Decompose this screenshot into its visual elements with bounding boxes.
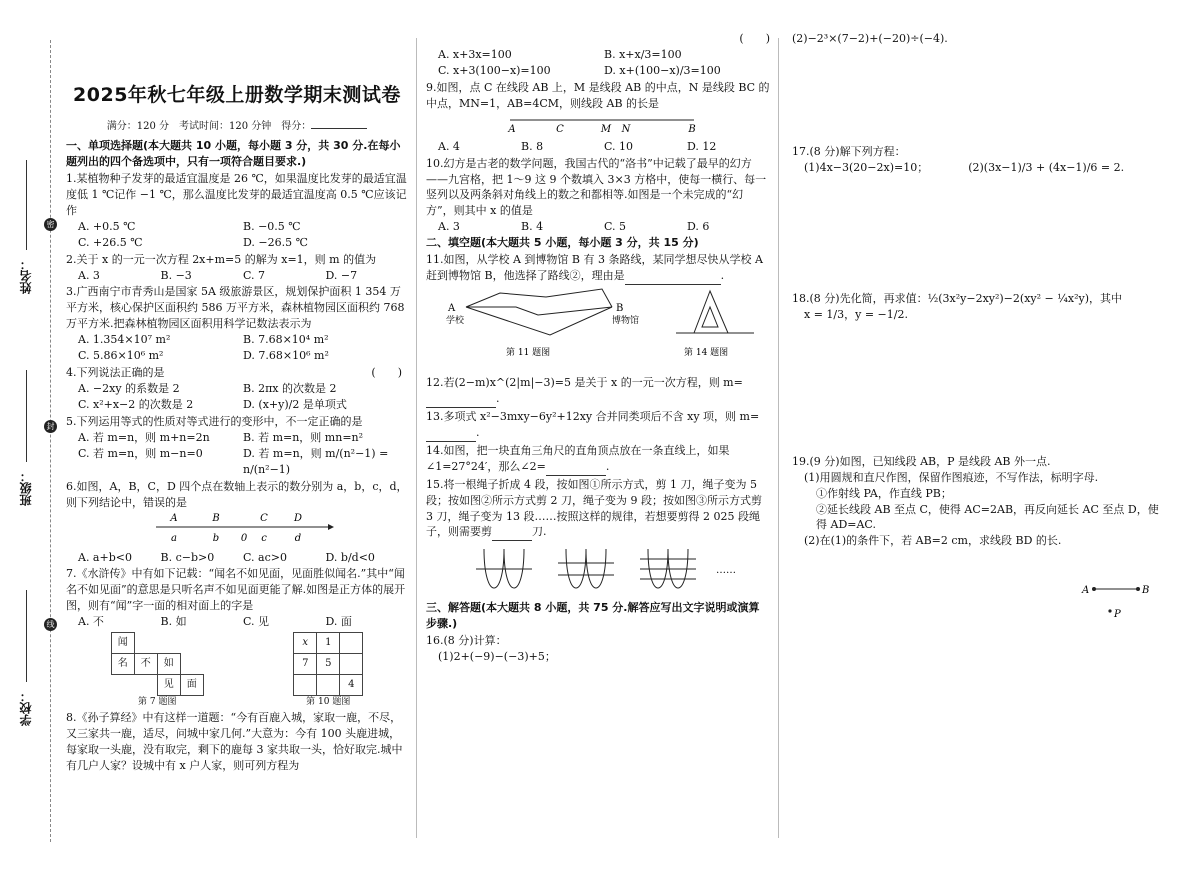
- binding-strip: [0, 0, 62, 882]
- axis-value-label: 0: [240, 532, 248, 544]
- options: A. 4 B. 8 C. 10 D. 12: [438, 139, 717, 153]
- name-blank: [26, 160, 27, 250]
- fold-line: [50, 40, 51, 842]
- axis-arrow: [328, 524, 334, 530]
- options: A. 1.354×10⁷ m² B. 7.68×10⁴ m² C. 5.86×10⁶ m² D. 7.68×10⁶ m²: [78, 333, 329, 363]
- segment-labels: [507, 124, 695, 135]
- point-a: [1092, 587, 1096, 591]
- question-12: 12.若(2−m)x^(2|m|−3)=5 是关于 x 的一元一次方程，则 m= .: [426, 375, 770, 408]
- axis-value-label: c: [261, 532, 267, 544]
- figures-7-10: [66, 632, 408, 709]
- options: A. 3 B. −3 C. 7 D. −7: [78, 268, 358, 282]
- school-label: 学校：: [19, 690, 33, 726]
- magic-square-figure: [293, 632, 363, 709]
- ellipsis: ……: [716, 565, 736, 577]
- routes-diagram: [466, 289, 612, 335]
- segment-point-label: N: [621, 123, 631, 135]
- point-p: [1108, 610, 1111, 613]
- column-divider: [778, 38, 779, 838]
- axis-point-label: D: [293, 512, 303, 524]
- question-4: 4.下列说法正确的是 ( ) A. −2xy 的系数是 2 B. 2πx 的次数是 2 C. x²+x−2 的次数是 2 D. (x+y)/2 是单项式: [66, 365, 408, 413]
- options: A. 不 B. 如 C. 见 D. 面: [78, 615, 352, 629]
- column-3: [792, 30, 1162, 636]
- question-18: 18.(8 分)先化简，再求值：½(3x²y−2xy²)−2(xy² − ¼x²y)，其中 x = 1/3，y = −1/2.: [792, 291, 1123, 321]
- fig7-caption: 第 7 题图: [138, 697, 177, 708]
- question-9: 9.如图，点 C 在线段 AB 上，M 是线段 AB 的中点，N 是线段 BC 的中点，MN=1，AB=4CM，则线段 AB 的长是 A C M N B A. 4 B. 8 C. 10 D. 12: [426, 80, 770, 153]
- label-b: B: [1142, 585, 1150, 597]
- axis-labels: [169, 513, 302, 544]
- question-19: 19.(9 分)如图，已知线段 AB，P 是线段 AB 外一点. (1)用圆规和直尺作图，保留作图痕迹，不写作法，标明字母. ①作射线 PA，作直线 PB； ②延长线段 AB 至点 C，使得 AC=2AB，再反向延长 AC 至点 D，使得 AD=AC. (2)在(1)的条件下，若 AB=2 cm，求线段 BD 的长. A B P: [792, 454, 1162, 637]
- school-label: 学校: [446, 316, 465, 327]
- column-divider: [416, 38, 417, 838]
- seal-xian: 线: [44, 618, 57, 631]
- options: A. −2xy 的系数是 2 B. 2πx 的次数是 2 C. x²+x−2 的次数是 2 D. (x+y)/2 是单项式: [78, 382, 347, 412]
- question-7: 7.《水浒传》中有如下记载：“闻名不如见面，见面胜似闻名.”其中“闻名不如见面”的意思是只听名声不如见面更能了解.如图是正方体的展开图，则有“闻”字一面的相对面上的字是 A. 不 B. 如 C. 见 D. 面 闻 名 不 如 见 面 第 7 题图 x 1 7 5 4 第 10 题图: [66, 566, 408, 709]
- answer-blank: [492, 524, 532, 541]
- section3-heading: 三、解答题(本大题共 8 小题，共 75 分.解答应写出文字说明或演算步骤.): [426, 601, 760, 631]
- question-3: 3.广西南宁市青秀山是国家 5A 级旅游景区，规划保护面积 1 354 万平方米，核心保护区面积约 586 万平方米，森林植物园区面积约 768 万平方米.把森林植物园区面积用科学记数法表示为 A. 1.354×10⁷ m² B. 7.68×10⁴ m² C. 5.86×10⁶ m² D. 7.68×10⁶ m²: [66, 284, 408, 364]
- page-title: 2025年秋七年级上册数学期末测试卷: [73, 84, 401, 106]
- school-blank: [26, 590, 27, 682]
- question-13: 13.多项式 x²−3mxy−6y²+12xy 合并同类项后不含 xy 项，则 m= .: [426, 409, 770, 442]
- question-17: 17.(8 分)解下列方程： (1)4x−3(20−2x)=10； (2)(3x−1)/3 + (4x−1)/6 = 2.: [792, 144, 1125, 174]
- fig11-14: [426, 285, 770, 369]
- answer-blank: [426, 391, 496, 408]
- score-blank: [311, 118, 367, 129]
- column-2: [426, 30, 770, 665]
- question-15: 15.将一根绳子折成 4 段，按如图①所示方式，剪 1 刀，绳子变为 5 段；按如图②所示方式剪 2 刀，绳子变为 9 段；按如图③所示方式剪 3 刀，绳子变为 13 段……按照这样的规律，若想要剪得 2 025 段绳子，则需要剪 刀. ……: [426, 477, 770, 601]
- axis-value-label: b: [212, 532, 220, 544]
- fig11-caption: 第 11 题图: [506, 348, 551, 359]
- rope-figures: [426, 541, 770, 595]
- answer-blank: [625, 268, 721, 285]
- question-8-options: ( ) A. x+3x=100 B. x+x/3=100 C. x+3(100−x)=100 D. x+(100−x)/3=100: [426, 31, 770, 79]
- options: A. x+3x=100 B. x+x/3=100 C. x+3(100−x)=100 D. x+(100−x)/3=100: [438, 47, 721, 77]
- question-11: 11.如图，从学校 A 到博物馆 B 有 3 条路线，某同学想尽快从学校 A 赶到博物馆 B，他选择了路线②，理由是 . A 学校 B 博物馆 第 11 题图 第 14 题图: [426, 252, 770, 374]
- label-a: A: [1082, 585, 1090, 597]
- class-label: 班级：: [19, 470, 33, 506]
- segment-ab-figure: [792, 571, 1162, 631]
- question-14: 14.如图，把一块直角三角尺的直角顶点放在一条直线上，如果∠1=27°24′，那么∠2= .: [426, 443, 770, 476]
- cube-net: 闻 名 不 如 见 面: [111, 632, 204, 696]
- section2-heading: 二、填空题(本大题共 5 小题，每小题 3 分，共 15 分): [426, 236, 699, 250]
- answer-blank: [426, 425, 476, 442]
- name-label: 姓名：: [19, 258, 33, 294]
- question-10: 10.幻方是古老的数学问题，我国古代的“洛书”中记载了最早的幻方——九宫格，把 1～9 这 9 个数填入 3×3 方格中，使每一横行、每一竖列以及两条斜对角线上的数之和都相等.如图是一个未完成的“幻方”，则其中 x 的值是 A. 3 B. 4 C. 5 D. 6: [426, 156, 770, 236]
- segment-point-label: A: [508, 123, 516, 135]
- point-b: [1136, 587, 1140, 591]
- axis-value-label: d: [294, 532, 302, 544]
- axis-value-label: a: [171, 532, 177, 544]
- question-16-part2: (2)−2³×(7−2)+(−20)÷(−4).: [792, 32, 948, 45]
- seal-mi: 密: [44, 218, 57, 231]
- triangle-ruler: [676, 291, 754, 333]
- label-b: B: [616, 303, 624, 315]
- museum-label: 博物馆: [612, 316, 640, 327]
- options: A. 若 m=n，则 m+n=2n B. 若 m=n，则 mn=n² C. 若 m=n，则 m−n=0 D. 若 m=n，则 m/(n²−1) = n/(n²−1): [78, 430, 389, 476]
- cube-net-figure: [111, 632, 204, 709]
- column-1: [66, 30, 408, 773]
- question-8-start: 8.《孙子算经》中有这样一道题：“今有百鹿入城，家取一鹿，不尽，又三家共一鹿，适尽，问城中家几何.”大意为：今有 100 头鹿进城，每家取一头鹿，没有取完，剩下的鹿每 3 家共取一头，恰好取完.城中有几户人家？设城中有 x 户人家，则可列方程为: [66, 711, 403, 773]
- question-1: 1.某植物种子发芽的最适宜温度是 26 ℃，如果温度比发芽的最适宜温度低 1 ℃记作 −1 ℃，那么温度比发芽的最适宜温度高 0.5 ℃应该记作 A. +0.5 ℃ B. −0.5 ℃ C. +26.5 ℃ D. −26.5 ℃: [66, 171, 407, 249]
- number-line-figure: [66, 511, 408, 545]
- axis-point-label: C: [260, 512, 268, 524]
- class-blank: [26, 370, 27, 462]
- question-2: 2.关于 x 的一元一次方程 2x+m=5 的解为 x=1，则 m 的值为 A. 3 B. −3 C. 7 D. −7: [66, 252, 408, 284]
- label-p: P: [1114, 609, 1121, 621]
- axis-point-label: A: [170, 512, 178, 524]
- fig14-caption: 第 14 题图: [684, 348, 729, 359]
- question-6: 6.如图，A，B，C，D 四个点在数轴上表示的数分别为 a，b，c，d，则下列结论中，错误的是 a A b B 0 c C d D A. a+b<0 B. c−b>0 C. ac>0 D. b/d<0: [66, 479, 408, 564]
- question-16: 16.(8 分)计算： (1)2+(−9)−(−3)+5；: [426, 634, 556, 664]
- label-a: A: [448, 303, 456, 315]
- magic-square: x 1 7 5 4: [293, 632, 363, 696]
- options: A. a+b<0 B. c−b>0 C. ac>0 D. b/d<0: [78, 550, 375, 564]
- options: A. 3 B. 4 C. 5 D. 6: [438, 220, 710, 234]
- exam-meta: 满分：120 分 考试时间：120 分钟 得分：: [66, 118, 408, 135]
- axis-point-label: B: [212, 512, 220, 524]
- section1-heading: 一、单项选择题(本大题共 10 小题，每小题 3 分，共 30 分.在每小题列出的四个备选项中，只有一项符合题目要求.): [66, 139, 401, 168]
- segment-point-label: B: [688, 123, 696, 135]
- segment-figure: [426, 112, 770, 134]
- seal-feng: 封: [44, 420, 57, 433]
- fig10-caption: 第 10 题图: [306, 697, 351, 708]
- segment-point-label: C: [556, 123, 564, 135]
- question-5: 5.下列运用等式的性质对等式进行的变形中，不一定正确的是 A. 若 m=n，则 m+n=2n B. 若 m=n，则 mn=n² C. 若 m=n，则 m−n=0 D. 若 m=n，则 m/(n²−1) = n/(n²−1): [66, 414, 408, 478]
- options: A. +0.5 ℃ B. −0.5 ℃ C. +26.5 ℃ D. −26.5 ℃: [78, 219, 308, 249]
- answer-blank: [546, 459, 606, 476]
- segment-point-label: M: [600, 123, 612, 135]
